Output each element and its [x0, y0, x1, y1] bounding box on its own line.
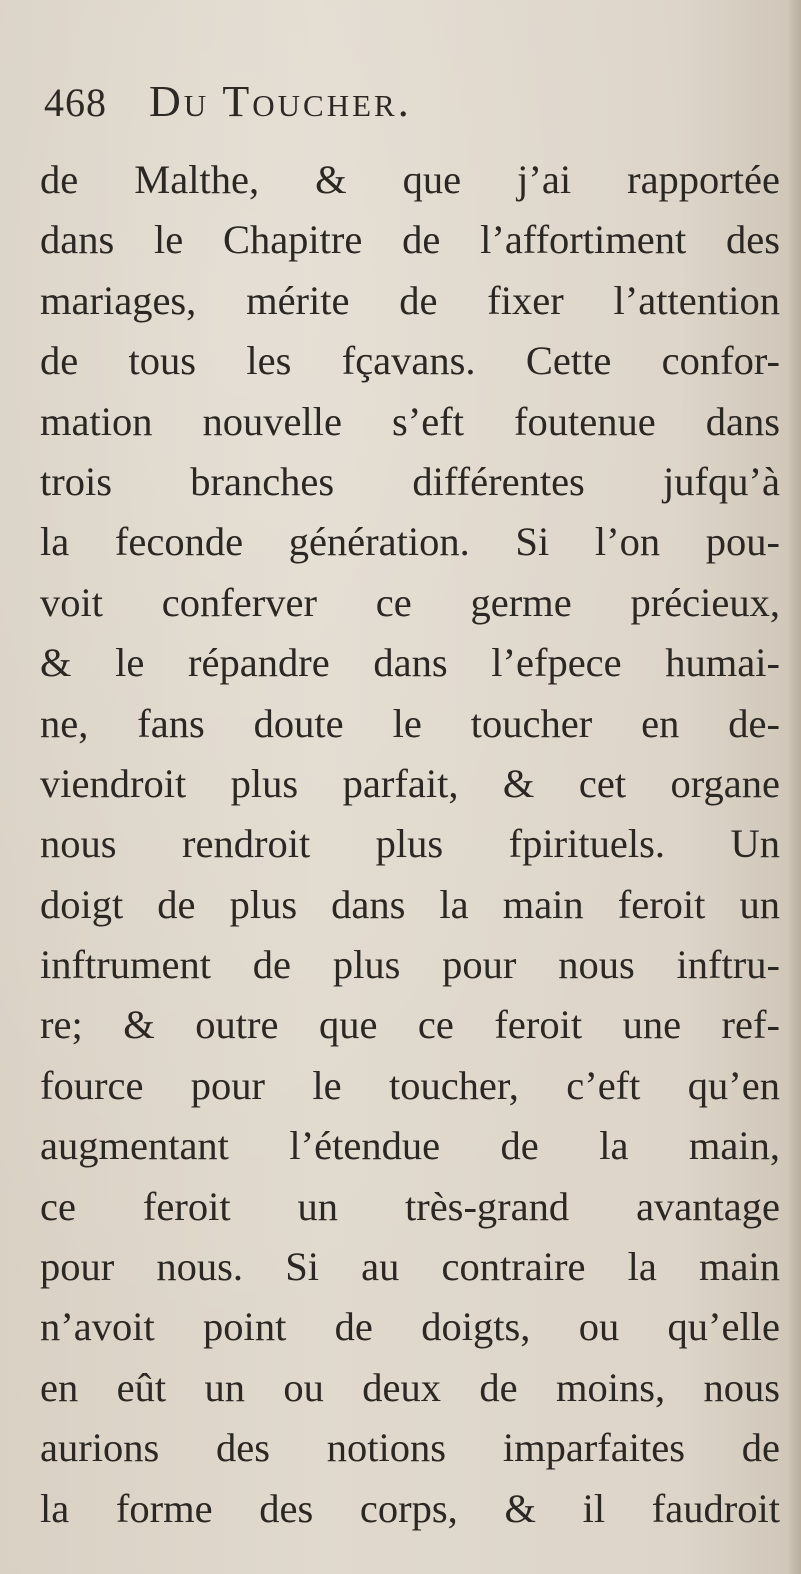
text-line: la feconde génération. Si l’on pou- [40, 519, 780, 565]
page-edge-shadow [787, 0, 801, 1574]
text-line: ne, fans doute le toucher en de- [40, 700, 780, 746]
text-line: n’avoit point de doigts, ou qu’elle [40, 1304, 780, 1350]
text-line: fource pour le toucher, c’eft qu’en [40, 1062, 780, 1108]
body-text [40, 150, 780, 1539]
text-line: doigt de plus dans la main feroit un [40, 881, 780, 927]
text-line: inftrument de plus pour nous inftru- [40, 942, 780, 988]
page-header [44, 76, 412, 132]
text-line: mation nouvelle s’eft foutenue dans [40, 398, 780, 444]
text-line: mariages, mérite de fixer l’attention [40, 277, 780, 323]
text-line: & le répandre dans l’efpece humai- [40, 640, 780, 686]
text-line: nous rendroit plus fpirituels. Un [40, 821, 780, 867]
text-line: aurions des notions imparfaites de [40, 1425, 780, 1471]
text-line: voit conferver ce germe précieux, [40, 579, 780, 625]
text-line: re; & outre que ce feroit une ref- [40, 1002, 780, 1048]
text-line: pour nous. Si au contraire la main [40, 1244, 780, 1290]
text-line: la forme des corps, & il faudroit [40, 1485, 780, 1531]
page-number: 468 [44, 80, 107, 125]
running-head: Du Toucher. [149, 77, 412, 126]
text-line: ce feroit un très-grand avantage [40, 1183, 780, 1229]
text-line: de Malthe, & que j’ai rapportée [40, 157, 780, 202]
text-line: de tous les fçavans. Cette confor- [40, 338, 780, 384]
text-line: en eût un ou deux de moins, nous [40, 1364, 780, 1410]
text-line: augmentant l’étendue de la main, [40, 1123, 780, 1169]
text-line: trois branches différentes jufqu’à [40, 458, 780, 504]
text-line: viendroit plus parfait, & cet organe [40, 760, 780, 806]
text-line: dans le Chapitre de l’affortiment des [40, 217, 780, 263]
